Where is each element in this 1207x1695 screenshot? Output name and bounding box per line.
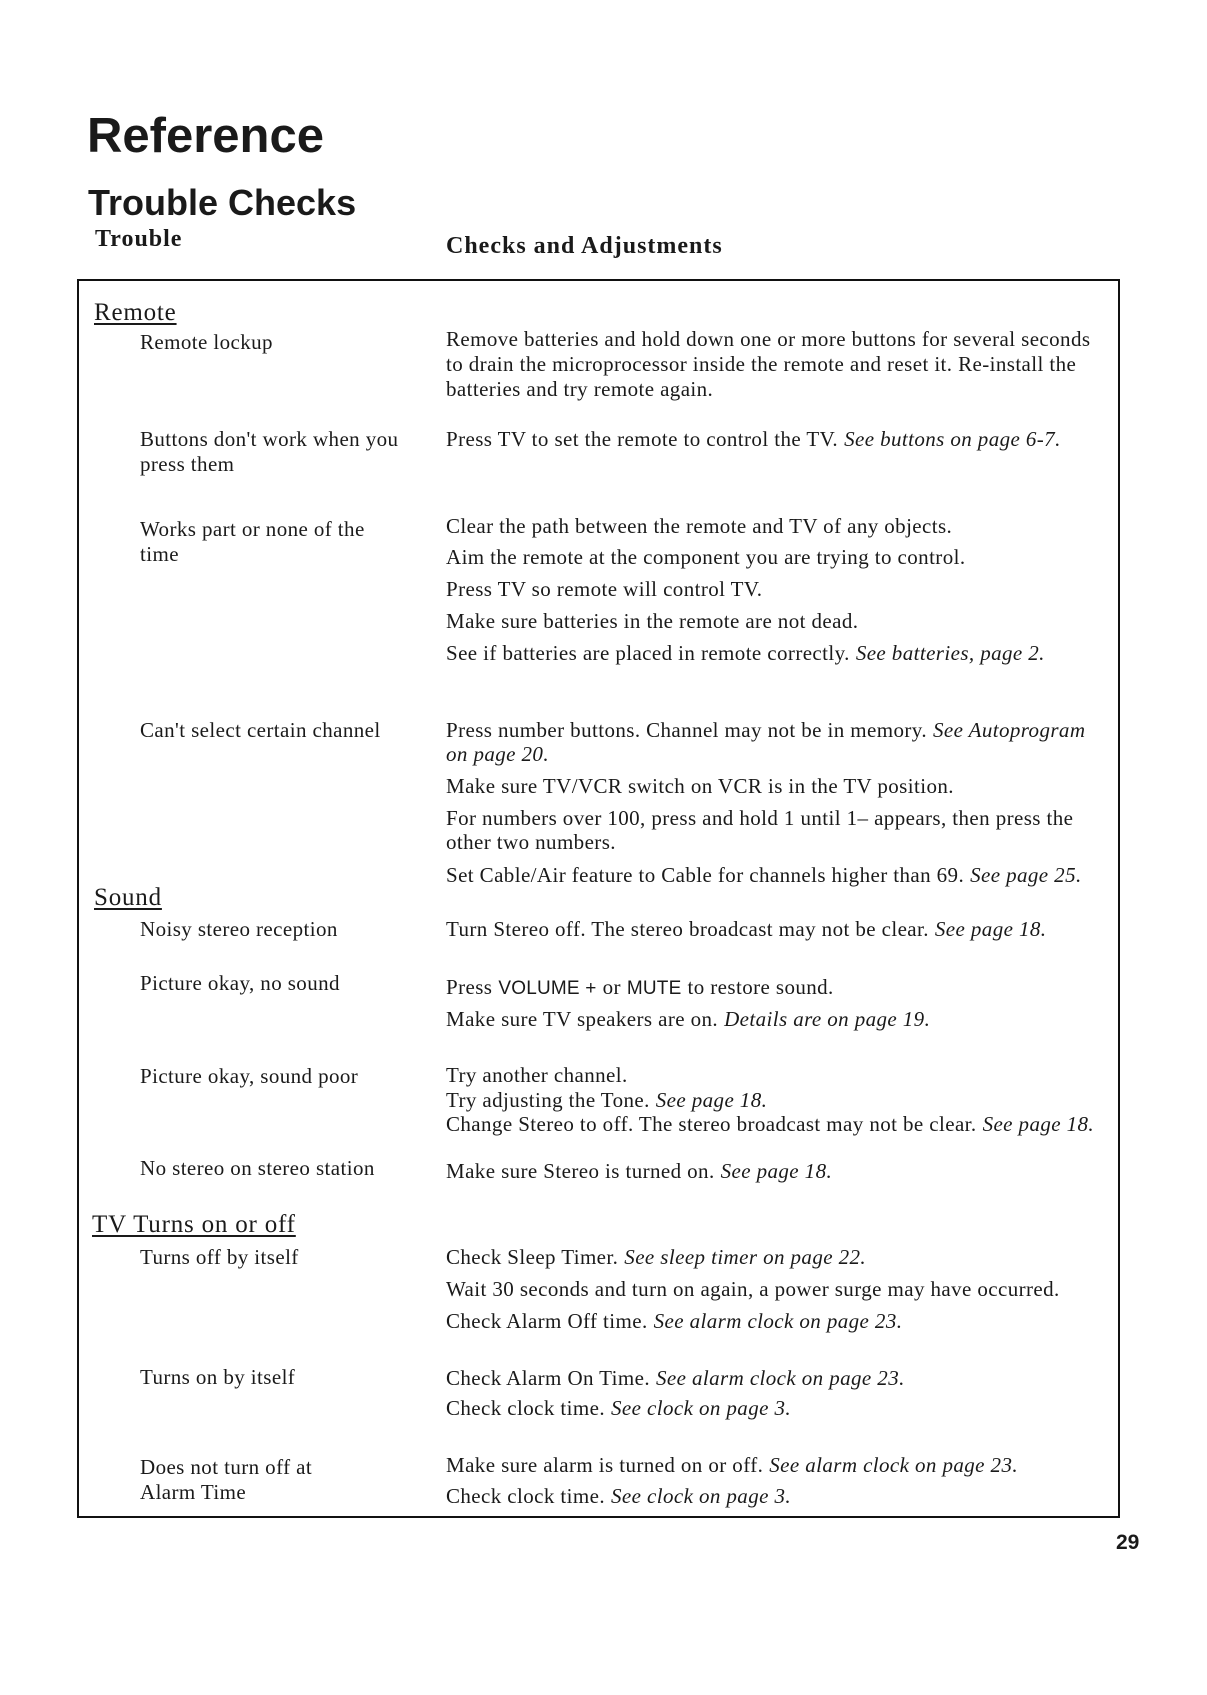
trouble-line: Picture okay, sound poor <box>140 1064 359 1088</box>
check-line <box>446 545 965 570</box>
trouble-item <box>140 1064 358 1089</box>
check-text: Try adjusting the Tone. <box>446 1088 650 1112</box>
check-text: Make sure TV speakers are on. <box>446 1007 719 1031</box>
trouble-item <box>140 330 273 355</box>
check-text: Remove batteries and hold down one or more buttons for several seconds <box>446 327 1091 351</box>
trouble-line: Remote lockup <box>140 330 273 354</box>
check-reference: See buttons on page 6-7. <box>844 427 1061 451</box>
check-line <box>446 1063 628 1088</box>
trouble-line: Noisy stereo reception <box>140 917 338 941</box>
check-reference: See alarm clock on page 23. <box>653 1309 903 1333</box>
trouble-item <box>140 1455 312 1505</box>
check-text: Check Alarm On Time. <box>446 1366 651 1390</box>
check-text: Press TV so remote will control TV. <box>446 577 763 601</box>
check-reference: See clock on page 3. <box>611 1396 792 1420</box>
check-line <box>446 609 858 634</box>
trouble-item <box>140 1365 295 1390</box>
check-reference: See Autoprogram <box>932 718 1086 742</box>
column-header-trouble: Trouble <box>95 226 183 252</box>
check-text: Make sure alarm is turned on or off. <box>446 1453 764 1477</box>
trouble-line: No stereo on stereo station <box>140 1156 375 1180</box>
check-text: batteries and try remote again. <box>446 377 714 401</box>
check-text: Press <box>446 975 493 999</box>
check-reference: See page 18. <box>934 917 1047 941</box>
check-reference: See page 25. <box>970 863 1082 887</box>
volume-plus-key-label: VOLUME + <box>498 978 597 999</box>
check-line <box>446 641 1045 666</box>
trouble-item <box>140 718 381 743</box>
check-text: Make sure batteries in the remote are not dead. <box>446 609 859 633</box>
check-text: Change Stereo to off. The stereo broadcast may not be clear. <box>446 1112 977 1136</box>
check-text: to restore sound. <box>687 975 834 999</box>
trouble-line: time <box>140 542 179 566</box>
check-line <box>446 917 1046 942</box>
page-title: Reference <box>87 109 324 163</box>
check-line <box>446 377 713 402</box>
check-text: Turn Stereo off. The stereo broadcast may not be clear. <box>446 917 929 941</box>
check-text: Clear the path between the remote and TV of any objects. <box>446 514 953 538</box>
check-line <box>446 1366 905 1391</box>
check-text: See if batteries are placed in remote correctly. <box>446 641 850 665</box>
check-text: Check clock time. <box>446 1396 605 1420</box>
trouble-line: Turns off by itself <box>140 1245 299 1269</box>
trouble-line: Does not turn off at <box>140 1455 313 1479</box>
check-text: Aim the remote at the component you are trying to control. <box>446 545 966 569</box>
check-reference: See page 18. <box>720 1159 833 1183</box>
check-line <box>446 1245 866 1270</box>
trouble-item <box>140 1245 299 1270</box>
check-text: Press number buttons. Channel may not be in memory. <box>446 718 927 742</box>
check-text: or <box>602 975 621 999</box>
check-line <box>446 742 549 767</box>
check-text: Press TV to set the remote to control the TV. <box>446 427 839 451</box>
check-line <box>446 1396 791 1421</box>
check-text: Try another channel. <box>446 1063 628 1087</box>
check-reference: See alarm clock on page 23. <box>769 1453 1018 1477</box>
trouble-item <box>140 971 340 996</box>
check-reference: See page 18. <box>655 1088 768 1112</box>
check-line <box>446 352 1076 377</box>
section-title: Trouble Checks <box>88 182 357 223</box>
check-reference: See sleep timer on page 22. <box>624 1245 867 1269</box>
trouble-line: Alarm Time <box>140 1480 247 1504</box>
column-header-checks: Checks and Adjustments <box>446 233 723 259</box>
check-reference: See clock on page 3. <box>611 1484 792 1508</box>
trouble-line: Turns on by itself <box>140 1365 296 1389</box>
check-line <box>446 718 1085 743</box>
check-line <box>446 1309 902 1334</box>
trouble-item <box>140 427 398 477</box>
mute-key-label: MUTE <box>626 978 682 999</box>
check-text: Wait 30 seconds and turn on again, a power surge may have occurred. <box>446 1277 1060 1301</box>
check-text: Make sure TV/VCR switch on VCR is in the TV position. <box>446 774 954 798</box>
check-reference: on page 20. <box>446 742 549 766</box>
check-line <box>446 327 1090 352</box>
check-line <box>446 774 954 799</box>
check-line <box>446 830 616 855</box>
trouble-line: Buttons don't work when you <box>140 427 399 451</box>
check-reference: See alarm clock on page 23. <box>656 1366 905 1390</box>
check-text: Make sure Stereo is turned on. <box>446 1159 715 1183</box>
check-reference: Details are on page 19. <box>724 1007 931 1031</box>
section-heading-tv-power: TV Turns on or off <box>92 1211 296 1238</box>
check-line <box>446 1112 1094 1137</box>
check-line <box>446 975 834 1001</box>
check-line <box>446 863 1082 888</box>
trouble-line: Picture okay, no sound <box>140 971 340 995</box>
trouble-line: press them <box>140 452 235 476</box>
check-line <box>446 806 1073 831</box>
check-line <box>446 577 762 602</box>
trouble-item <box>140 517 365 567</box>
check-line <box>446 1453 1018 1478</box>
check-text: Check clock time. <box>446 1484 605 1508</box>
check-text: Set Cable/Air feature to Cable for channels higher than 69. <box>446 863 965 887</box>
check-line <box>446 1007 930 1032</box>
check-reference: See page 18. <box>982 1112 1095 1136</box>
check-reference: See batteries, page 2. <box>855 641 1045 665</box>
check-line <box>446 427 1061 452</box>
trouble-line: Can't select certain channel <box>140 718 381 742</box>
check-text: Check Sleep Timer. <box>446 1245 619 1269</box>
check-line <box>446 514 952 539</box>
section-heading-sound: Sound <box>94 884 162 911</box>
check-text: For numbers over 100, press and hold 1 until 1– appears, then press the <box>446 806 1074 830</box>
check-text: other two numbers. <box>446 830 616 854</box>
trouble-line: Works part or none of the <box>140 517 365 541</box>
check-text: to drain the microprocessor inside the remote and reset it. Re-install the <box>446 352 1077 376</box>
page-number: 29 <box>1116 1531 1140 1554</box>
section-heading-remote: Remote <box>94 299 177 326</box>
check-line <box>446 1088 767 1113</box>
trouble-item <box>140 1156 375 1181</box>
check-line <box>446 1277 1060 1302</box>
check-line <box>446 1159 832 1184</box>
check-text: Check Alarm Off time. <box>446 1309 648 1333</box>
check-line <box>446 1484 791 1509</box>
trouble-item <box>140 917 338 942</box>
